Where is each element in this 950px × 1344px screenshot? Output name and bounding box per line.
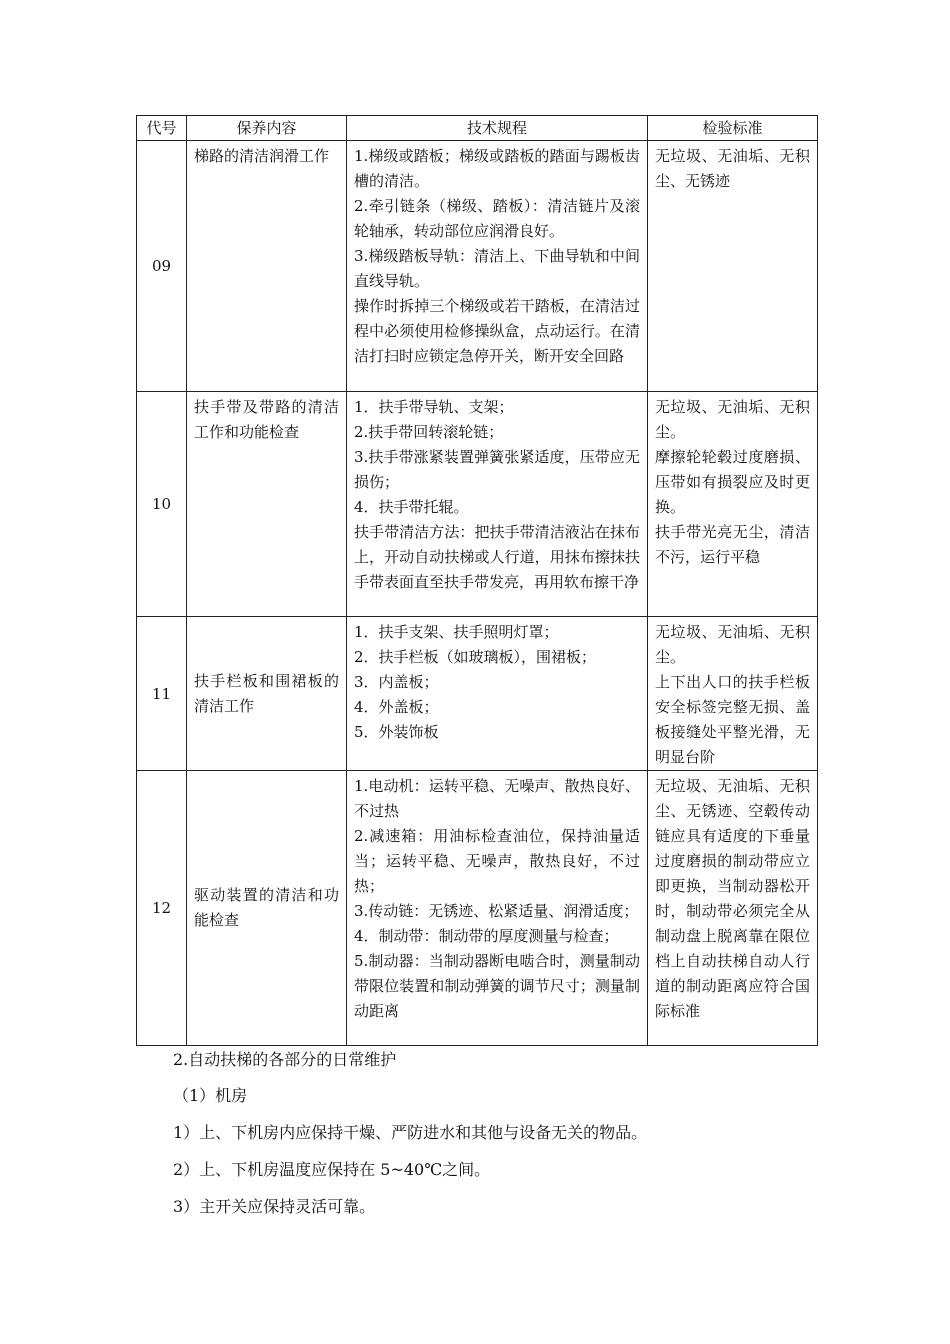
body-text: [173, 1043, 833, 1225]
tech-item: 5.制动器：当制动器断电啮合时，测量制动带限位装置和制动弹簧的调节尺寸；测量制动距离: [354, 952, 640, 1020]
standard-item: 扶手带光亮无尘，清洁不污，运行平稳: [655, 523, 810, 566]
table-header-row: [137, 116, 818, 141]
table-row: [137, 771, 818, 1046]
table-row: [137, 392, 818, 617]
header-code: 代号: [137, 116, 187, 141]
row-content: 扶手栏板和围裙板的清洁工作: [194, 671, 339, 715]
table-row: [137, 617, 818, 771]
row-content: 驱动装置的清洁和功能检查: [194, 886, 339, 929]
tech-item: 2.牵引链条（梯级、踏板）：清洁链片及滚轮轴承，转动部位应润滑良好。: [354, 197, 640, 240]
maintenance-table: [136, 115, 818, 1046]
header-tech: 技术规程: [347, 116, 648, 141]
standard-item: 无垃圾、无油垢、无积尘、无锈迹、空毂传动链应具有适度的下垂量过度磨损的制动带应立即更换，当制动器松开时，制动带必须完全从制动盘上脱离靠在限位档上自动扶梯自动人行道的制动距离应符合国际标准: [655, 777, 810, 1020]
standard-item: 上下出人口的扶手栏板安全标签完整无损、盖板接缝处平整光滑，无明显台阶: [655, 673, 810, 766]
tech-item: 4．制动带：制动带的厚度测量与检查；: [354, 927, 619, 945]
row-code: 10: [137, 392, 187, 617]
row-code: 09: [137, 141, 187, 392]
tech-item: 2.减速箱：用油标检查油位，保持油量适当；运转平稳、无噪声，散热良好，不过热；: [354, 827, 640, 895]
row-content: 梯路的清洁润滑工作: [194, 147, 330, 165]
subsection-title: （1）机房: [173, 1086, 248, 1105]
table-row: [137, 141, 818, 392]
tech-item: 5．外装饰板: [354, 723, 439, 741]
row-content: 扶手带及带路的清洁工作和功能检查: [194, 398, 339, 441]
row-code: 12: [137, 771, 187, 1046]
tech-item: 3.梯级踏板导轨：清洁上、下曲导轨和中间直线导轨。: [354, 247, 640, 290]
section-title: 2.自动扶梯的各部分的日常维护: [173, 1050, 397, 1069]
tech-item: 扶手带清洁方法：把扶手带清洁液沾在抹布上，开动自动扶梯或人行道，用抹布擦抹扶手带表面直至扶手带发亮，再用软布擦干净: [354, 523, 640, 591]
list-item: 3）主开关应保持灵活可靠。: [173, 1197, 376, 1216]
standard-item: 摩擦轮轮毂过度磨损、压带如有损裂应及时更换。: [655, 448, 810, 516]
header-content: 保养内容: [187, 116, 347, 141]
tech-item: 1．扶手支架、扶手照明灯罩；: [354, 623, 559, 641]
header-standard: 检验标准: [648, 116, 818, 141]
tech-item: 3.扶手带涨紧装置弹簧张紧适度，压带应无损伤；: [354, 448, 640, 491]
list-item: 2）上、下机房温度应保持在 5~40℃之间。: [173, 1160, 491, 1179]
tech-item: 2．扶手栏板（如玻璃板），围裙板；: [354, 648, 597, 666]
list-item: 1）上、下机房内应保持干燥、严防进水和其他与设备无关的物品。: [173, 1123, 648, 1142]
tech-item: 1．扶手带导轨、支架；: [354, 398, 514, 416]
tech-item: 1.梯级或踏板；梯级或踏板的踏面与踢板齿槽的清洁。: [354, 147, 640, 190]
tech-item: 4．外盖板；: [354, 698, 439, 716]
standard-item: 无垃圾、无油垢、无积尘、无锈迹: [655, 147, 810, 190]
standard-item: 无垃圾、无油垢、无积尘。: [655, 398, 810, 441]
tech-item: 1.电动机：运转平稳、无噪声、散热良好、不过热: [354, 777, 640, 820]
tech-item: 操作时拆掉三个梯级或若干踏板，在清洁过程中必须使用检修操纵盒，点动运行。在清洁打扫时应锁定急停开关，断开安全回路: [354, 297, 640, 365]
standard-item: 无垃圾、无油垢、无积尘。: [655, 623, 810, 666]
row-code: 11: [137, 617, 187, 771]
tech-item: 3.传动链：无锈迹、松紧适量、润滑适度；: [354, 902, 639, 920]
tech-item: 2.扶手带回转滚轮链；: [354, 423, 504, 441]
tech-item: 3．内盖板；: [354, 673, 439, 691]
tech-item: 4．扶手带托辊。: [354, 498, 469, 516]
